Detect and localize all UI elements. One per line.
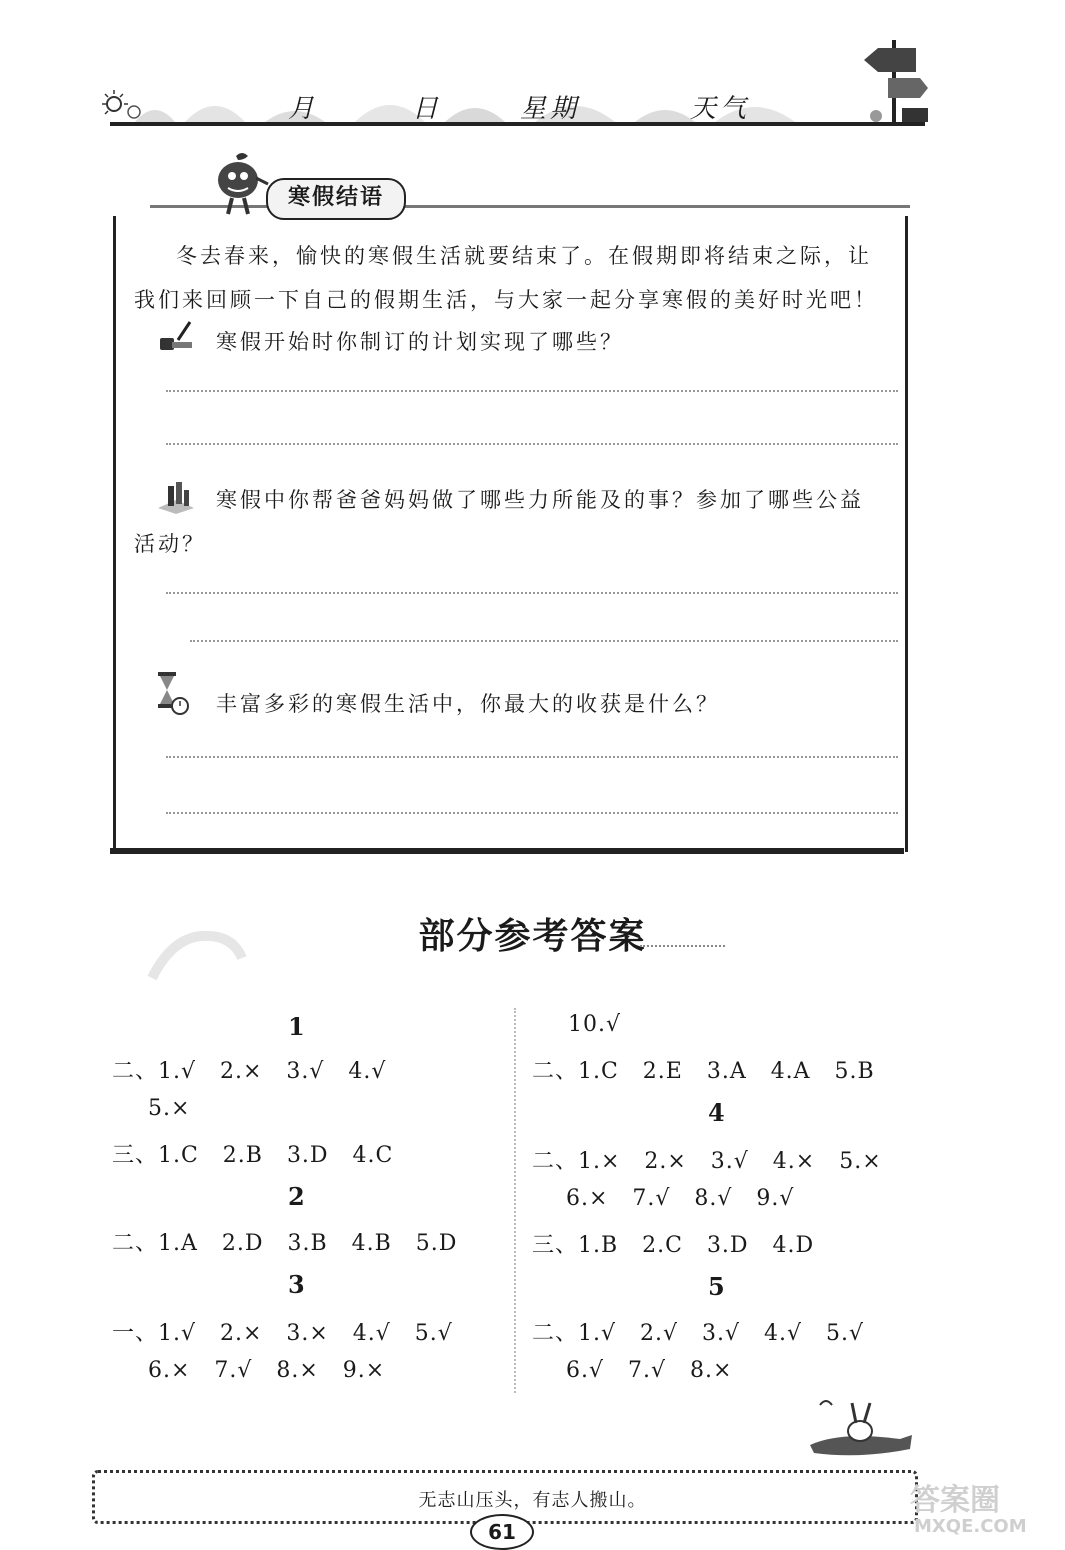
header-weather-label: 天气 xyxy=(690,94,751,124)
answer-line: 6.× 7.√ 8.√ 9.√ xyxy=(566,1186,795,1211)
answer-line: 二、1.√ 2.√ 3.√ 4.√ 5.√ xyxy=(532,1321,864,1346)
intro-line-1: 冬去春来，愉快的寒假生活就要结束了。在假期即将结束之际，让 xyxy=(176,244,872,268)
answer-section-number: 2 xyxy=(288,1182,305,1211)
apple-mascot-icon xyxy=(208,148,270,218)
question-1: 寒假开始时你制订的计划实现了哪些？ xyxy=(216,330,624,354)
answer-line xyxy=(190,640,898,642)
question-3: 丰富多彩的寒假生活中，你最大的收获是什么？ xyxy=(216,692,720,716)
question-2: 寒假中你帮爸爸妈妈做了哪些力所能及的事？参加了哪些公益 xyxy=(216,488,864,512)
header-day-label: 日 xyxy=(412,94,443,124)
answers-title-dots xyxy=(640,945,725,947)
answer-line: 一、1.√ 2.× 3.× 4.√ 5.√ xyxy=(112,1321,453,1346)
answer-line xyxy=(166,812,898,814)
answer-section-number: 1 xyxy=(288,1012,305,1041)
answer-section-number: 5 xyxy=(708,1272,725,1301)
answer-line: 二、1.A 2.D 3.B 4.B 5.D xyxy=(112,1231,458,1256)
answers-title: 部分参考答案 xyxy=(418,916,647,957)
answer-line: 6.√ 7.√ 8.× xyxy=(566,1358,733,1383)
answer-line: 6.× 7.√ 8.× 9.× xyxy=(148,1358,386,1383)
header-month-label: 月 xyxy=(288,94,319,124)
answer-line: 二、1.× 2.× 3.√ 4.× 5.× xyxy=(532,1149,882,1174)
question-2-continued: 活动？ xyxy=(134,532,206,556)
page-number: 61 xyxy=(470,1514,534,1550)
answer-line: 二、1.C 2.E 3.A 4.A 5.B xyxy=(532,1059,875,1084)
answer-line xyxy=(166,390,898,392)
hourglass-clock-icon xyxy=(152,670,192,716)
header-rule xyxy=(110,122,925,126)
answer-line: 5.× xyxy=(148,1096,191,1121)
answer-line xyxy=(166,443,898,445)
watermark-logo xyxy=(900,1480,1060,1536)
city-blocks-icon xyxy=(156,478,196,514)
column-divider xyxy=(514,1008,516,1393)
rabbit-airplane-icon xyxy=(800,1395,918,1465)
answer-line xyxy=(166,756,898,758)
header-weekday-label: 星期 xyxy=(520,94,581,124)
svg-text:答案圈: 答案圈 xyxy=(910,1483,1000,1518)
reflection-box-bottom-border xyxy=(110,848,904,854)
inkpot-quill-icon xyxy=(156,318,196,354)
section-title: 寒假结语 xyxy=(266,178,406,220)
answer-section-number: 4 xyxy=(708,1098,725,1127)
intro-line-2: 我们来回顾一下自己的假期生活，与大家一起分享寒假的美好时光吧！ xyxy=(134,288,878,312)
svg-text:MXQE.COM: MXQE.COM xyxy=(914,1516,1027,1536)
answer-section-number: 3 xyxy=(288,1270,305,1299)
answer-line: 10.√ xyxy=(568,1012,622,1037)
answer-line: 三、1.B 2.C 3.D 4.D xyxy=(532,1233,815,1258)
signpost-icon xyxy=(858,30,930,130)
answer-line: 三、1.C 2.B 3.D 4.C xyxy=(112,1143,394,1168)
answer-line xyxy=(166,592,898,594)
answer-line: 二、1.√ 2.× 3.√ 4.√ xyxy=(112,1059,387,1084)
footer-motto: 无志山压头，有志人搬山。 xyxy=(418,1490,647,1511)
